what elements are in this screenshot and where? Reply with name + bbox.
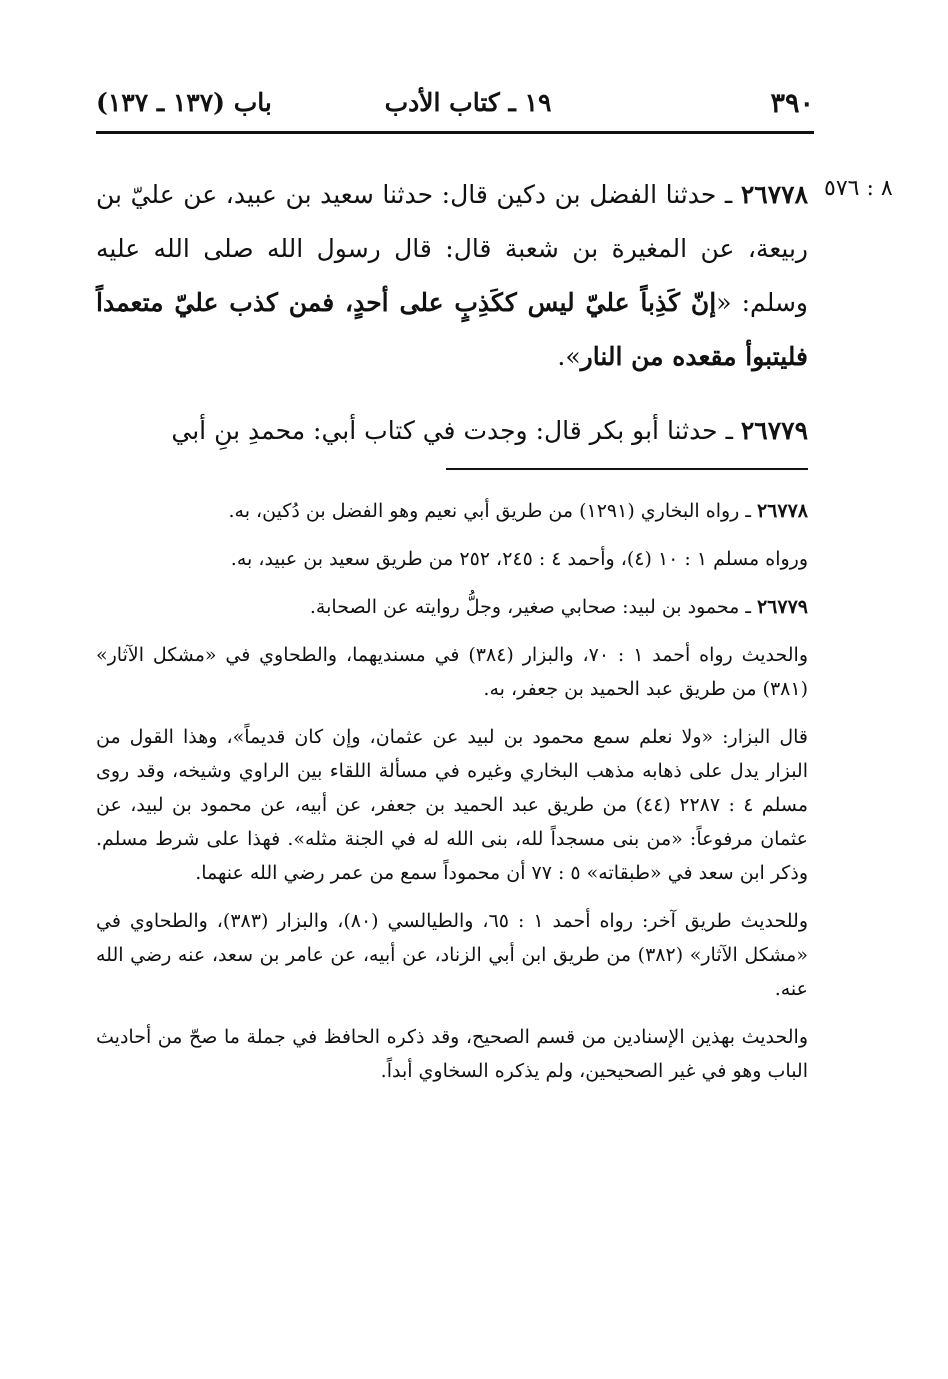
footnote-paragraph: [96, 494, 808, 528]
footnote-paragraph: [96, 904, 808, 1006]
footnote-number: ٢٦٧٧٨: [756, 500, 808, 522]
footnote-paragraph: [96, 1020, 808, 1088]
footnote-text: ـ محمود بن لبيد: صحابي صغير، وجلُّ روايته عن الصحابة.: [309, 596, 757, 618]
hadith-chain: ـ حدثنا أبو بكر قال: وجدت في كتاب أبي: محمدِ بنِ أبي: [171, 416, 741, 445]
hadith-number: ٢٦٧٧٨: [740, 180, 808, 209]
footnotes: [96, 494, 808, 1102]
book-title: ١٩ ـ كتاب الأدب: [384, 88, 552, 117]
hadith-paragraph: [96, 404, 808, 458]
main-text: [96, 168, 808, 458]
chapter-label: باب (١٣٧ ـ ١٣٧): [96, 88, 272, 117]
page-number: ٣٩٠: [770, 88, 814, 119]
running-header: [96, 84, 814, 124]
footnote-paragraph: [96, 638, 808, 706]
footnote-paragraph: [96, 590, 808, 624]
hadith-close: ».: [557, 342, 581, 371]
footnote-paragraph: [96, 542, 808, 576]
footnote-separator: [446, 468, 808, 470]
footnote-text: ـ رواه البخاري (١٢٩١) من طريق أبي نعيم وهو الفضل بن دُكين، به.: [228, 500, 757, 522]
footnote-text: قال البزار: «ولا نعلم سمع محمود بن لبيد عن عثمان، وإن كان قديماً»، وهذا القول من البزار يدل على ذهابه مذهب البخاري وغيره في مسألة اللقاء بين الراوي وشيخه، وقد روى مسلم ٤ : ٢٢٨٧ (٤٤) من طريق عبد الحميد بن جعفر، عن أبيه، عن محمود بن لبيد، عن عثمان مرفوعاً: «من بنى مسجداً لله، بنى الله له في الجنة مثله». فهذا على شرط مسلم. وذكر ابن سعد في «طبقاته» ٥ : ٧٧ أن محموداً سمع من عمر رضي الله عنهما.: [96, 726, 808, 884]
footnote-text: ورواه مسلم ١ : ١٠ (٤)، وأحمد ٤ : ٢٤٥، ٢٥٢ من طريق سعيد بن عبيد، به.: [230, 548, 808, 570]
hadith-number: ٢٦٧٧٩: [740, 416, 808, 445]
margin-reference: ٨ : ٥٧٦: [824, 176, 893, 201]
footnote-text: والحديث بهذين الإسنادين من قسم الصحيح، وقد ذكره الحافظ في جملة ما صحّ من أحاديث الباب وهو في غير الصحيحين، ولم يذكره السخاوي أبداً.: [96, 1026, 808, 1082]
hadith-chain: ـ حدثنا الفضل بن دكين قال: حدثنا سعيد بن عبيد، عن عليّ بن ربيعة، عن المغيرة بن شعبة قال: قال رسول الله صلى الله عليه وسلم: «: [96, 180, 808, 317]
hadith-paragraph: [96, 168, 808, 384]
header-rule: [96, 131, 814, 134]
footnote-text: وللحديث طريق آخر: رواه أحمد ١ : ٦٥، والطيالسي (٨٠)، والبزار (٣٨٣)، والطحاوي في «مشكل الآثار» (٣٨٢) من طريق ابن أبي الزناد، عن أبيه، عن عامر بن سعد، عنه رضي الله عنه.: [96, 910, 808, 1000]
footnote-text: والحديث رواه أحمد ١ : ٧٠، والبزار (٣٨٤) في مسنديهما، والطحاوي في «مشكل الآثار» (٣٨١) من طريق عبد الحميد بن جعفر، به.: [96, 644, 808, 700]
hadith-matn: إنّ كَذِباً عليّ ليس ككَذِبٍ على أحدٍ، فمن كذب عليّ متعمداً فليتبوأ مقعده من النار: [96, 288, 808, 371]
footnote-paragraph: [96, 720, 808, 890]
footnote-number: ٢٦٧٧٩: [756, 596, 808, 618]
